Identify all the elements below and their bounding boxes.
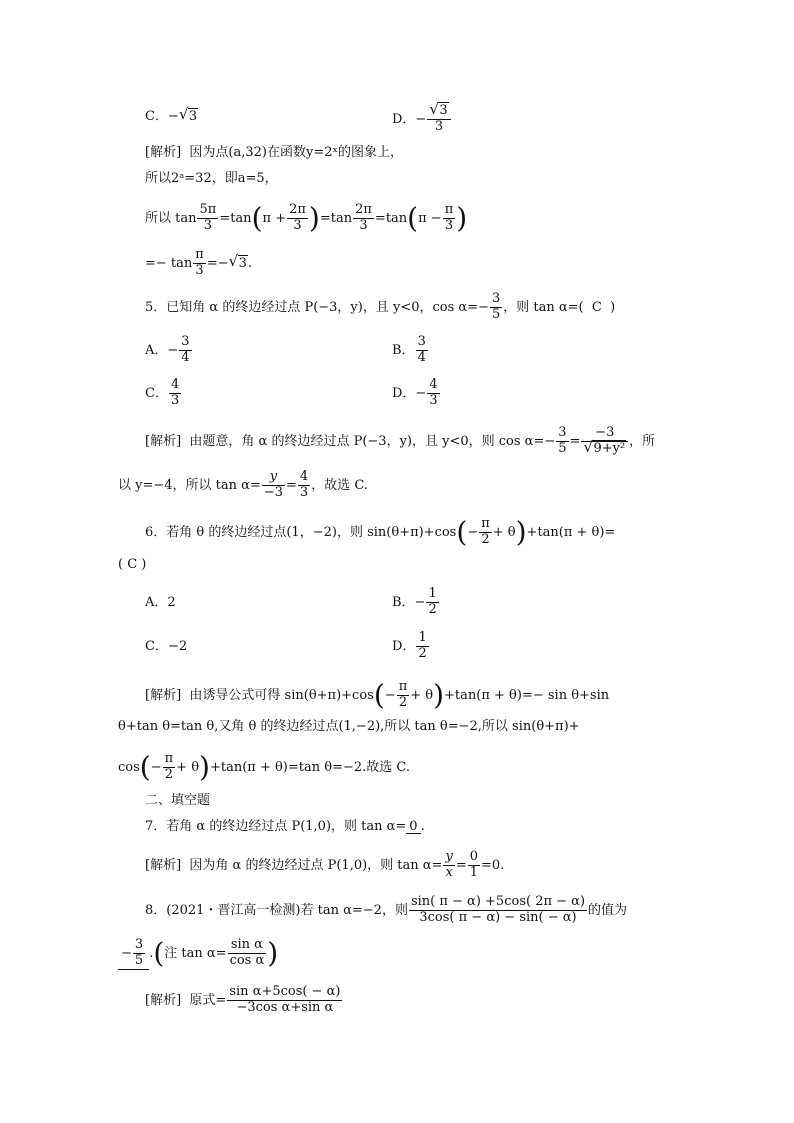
q5-stem	[145, 292, 615, 323]
text: 以 y=−4，所以 tan α=	[118, 477, 261, 493]
numerator: 4	[299, 469, 309, 484]
numerator: π	[164, 751, 174, 766]
numerator: 2π	[355, 202, 372, 217]
denominator: 3	[444, 217, 454, 233]
numerator: 3	[558, 425, 567, 440]
denominator: 1	[469, 864, 478, 880]
numerator: 3	[491, 291, 501, 306]
denominator: 3cos( π − α) − sin( − α)	[419, 909, 577, 925]
text: =− tan	[145, 255, 193, 271]
text: 6．若角 θ 的终边经过点(1，−2)，则 sin(θ+π)+cos	[145, 524, 457, 540]
q6-stem-line2	[118, 558, 146, 571]
denominator: 2	[398, 694, 408, 710]
text: .	[149, 945, 154, 961]
radicand: 3	[238, 255, 247, 271]
denominator: x	[445, 864, 453, 880]
numerator: 4	[429, 377, 438, 392]
text: 的值为	[588, 902, 628, 918]
q8-solution	[145, 985, 343, 1016]
denominator: cos α	[229, 952, 265, 968]
answer-blank: 0	[406, 820, 420, 834]
q6-solution-line1: [解析] 由诱导公式可得 sin(θ+π)+cos(− $\frac{\pi}{2}$ + θ)+tan(π + θ)=− sin θ+sin	[145, 678, 610, 712]
q6-solution-line3: cos(− $\frac{\pi}{2}$ + θ)+tan(π + θ)=tan θ=−2.故选 C.	[118, 750, 411, 784]
fraction	[468, 850, 480, 881]
numerator: 4	[170, 377, 180, 392]
numerator: sin( π − α) +5cos( 2π − α)	[410, 894, 586, 909]
numerator: π	[195, 247, 204, 262]
option-label: D．−	[392, 385, 427, 401]
option-label: C．−	[145, 109, 179, 124]
option-label: D．−	[392, 111, 427, 127]
section-heading	[145, 794, 210, 807]
radicand: 3	[439, 103, 448, 118]
solution-tag: [解析]	[145, 687, 182, 703]
numerator: sin α	[228, 938, 267, 954]
numerator: 5π	[199, 202, 217, 217]
fraction	[443, 203, 456, 234]
fraction	[262, 470, 285, 501]
option-c	[145, 105, 198, 124]
text: .	[420, 819, 425, 834]
text: cos	[118, 759, 140, 775]
solution-tag: [解析]	[145, 857, 182, 873]
option-label: C．	[145, 385, 168, 401]
text: + θ	[410, 687, 434, 703]
denominator: 2	[428, 601, 437, 617]
q7-stem	[145, 820, 425, 834]
fraction	[409, 895, 587, 926]
q8-stem	[145, 895, 627, 926]
option-label: C．−2	[145, 639, 188, 654]
text: + θ	[176, 759, 200, 775]
text: +tan(π + θ)=tan θ=−2.故选 C.	[209, 759, 411, 775]
q4-solution-line4	[145, 248, 252, 279]
numerator: 1	[418, 630, 427, 645]
denominator: 4	[181, 349, 190, 365]
radicand: 3	[188, 109, 198, 124]
heading-text: 二、填空题	[145, 793, 211, 808]
text: =	[286, 477, 297, 493]
solution-text: 因为点(a,32)在函数y=2ˣ的图象上，	[189, 145, 404, 160]
numerator: sin α+5cos( − α)	[229, 984, 341, 999]
q4-solution-line2	[145, 172, 278, 185]
fraction	[353, 203, 374, 234]
denominator: 5	[134, 952, 144, 968]
text: +tan(π + θ)=− sin θ+sin	[444, 687, 610, 703]
numerator: 3	[134, 937, 144, 952]
numerator: 3	[181, 334, 190, 349]
text: 原式=	[189, 992, 227, 1008]
q6-option-b	[392, 587, 440, 618]
text: π −	[418, 210, 442, 226]
q6-option-a	[145, 596, 176, 609]
text: ，故选 C.	[311, 477, 368, 493]
fraction	[479, 517, 492, 548]
denominator: 4	[417, 349, 426, 365]
text: + θ	[492, 524, 516, 540]
denominator: 3	[429, 392, 438, 408]
q6-stem-line1: 6．若角 θ 的终边经过点(1，−2)，则 sin(θ+π)+cos(− $\frac{\pi}{2}$ + θ)+tan(π + θ)=	[145, 515, 616, 549]
text: =tan	[374, 210, 408, 226]
denominator: −3cos α+sin α	[236, 999, 334, 1015]
numerator: −3	[581, 426, 628, 442]
fraction	[287, 203, 308, 234]
solution-tag: [解析]	[145, 992, 182, 1008]
fraction: −3 √ 9+y²	[581, 426, 628, 457]
option-label: B．−	[392, 594, 426, 610]
option-label: A．2	[145, 595, 176, 610]
fraction	[197, 203, 218, 234]
text: ，所	[629, 433, 656, 449]
text: −	[467, 524, 479, 540]
note-text: 注 tan α=	[164, 945, 227, 961]
text: +tan(π + θ)=	[526, 524, 616, 540]
solution-tag: [解析]	[145, 433, 182, 449]
fraction	[193, 248, 206, 279]
q6-solution-line2	[118, 720, 580, 733]
denominator: 3	[170, 392, 180, 408]
denominator: 3	[203, 217, 213, 233]
solution-text: 所以2ᵃ=32，即a=5，	[145, 171, 278, 186]
fraction	[298, 470, 310, 501]
radicand: 9+y²	[593, 440, 626, 456]
fraction	[426, 587, 438, 618]
solution-tag: [解析]	[145, 145, 182, 160]
option-label: B．	[392, 342, 415, 358]
q4-solution-line3: 所以 tan $\frac{5\pi}{3}$ =tan(π + $\frac{2\pi}{3}$ )=tan $\frac{2\pi}{3}$ =tan(π − $\frac{\pi}{3}$ )	[145, 201, 468, 235]
text: 所以 tan	[145, 210, 197, 226]
fraction	[228, 938, 267, 969]
denominator: 5	[491, 306, 501, 322]
numerator: π	[444, 202, 454, 217]
q6-option-d	[392, 631, 430, 662]
fraction	[490, 292, 502, 323]
q5-option-c	[145, 378, 182, 409]
denominator: 3	[293, 217, 302, 233]
text: )	[610, 299, 616, 315]
denominator: −3	[263, 484, 283, 500]
text: =	[569, 433, 581, 449]
answer: C	[591, 299, 602, 315]
answer-blank	[118, 938, 149, 970]
fraction	[397, 680, 410, 711]
q5-option-a	[145, 335, 193, 366]
q8-answer-line: − $\frac{3}{5}$ .(注 tan α= $\frac{\text{sin α}}{\text{cos α}}$ )	[118, 938, 278, 970]
option-label: D．	[392, 638, 416, 654]
q4-solution-line1	[145, 146, 403, 159]
fraction	[416, 335, 428, 366]
text: −	[384, 687, 396, 703]
numerator: 1	[428, 586, 437, 601]
option-label: A．−	[145, 342, 179, 358]
text: −	[150, 759, 162, 775]
text: =0.	[481, 857, 505, 873]
option-d	[392, 100, 452, 135]
q6-option-c	[145, 640, 187, 653]
q5-solution-line2	[118, 470, 368, 501]
text: =	[455, 857, 467, 873]
text: =tan	[319, 210, 353, 226]
text: =tan	[219, 210, 252, 226]
numerator: 3	[417, 334, 426, 349]
text: −	[121, 945, 132, 961]
denominator: 3	[359, 217, 368, 233]
fraction	[163, 752, 176, 783]
sqrt: √ 3	[178, 105, 198, 124]
text: π +	[262, 210, 287, 226]
numerator: π	[398, 679, 408, 694]
text: 7．若角 α 的终边经过点 P(1,0)，则 tan α=	[145, 819, 407, 834]
denominator: 3	[434, 118, 444, 134]
denominator: 2	[164, 766, 174, 782]
fraction: √ 3 3	[427, 104, 450, 135]
denominator: 3	[299, 484, 309, 500]
numerator: 2π	[289, 202, 306, 217]
denominator: 2	[418, 645, 427, 661]
numerator: y	[445, 849, 453, 864]
q5-option-d	[392, 378, 441, 409]
fraction	[179, 335, 191, 366]
numerator: y	[262, 470, 285, 486]
text: ，则 tan α=(	[503, 299, 584, 315]
q5-option-b	[392, 335, 429, 366]
text: θ+tan θ=tan θ,又角 θ 的终边经过点(1,−2),所以 tan θ=−2,所以 sin(θ+π)+	[118, 719, 580, 734]
fraction	[133, 938, 145, 969]
numerator: π	[481, 516, 490, 531]
numerator: 0	[469, 849, 478, 864]
q7-solution	[145, 850, 504, 881]
fraction	[443, 850, 454, 881]
text: 因为角 α 的终边经过点 P(1,0)，则 tan α=	[189, 857, 443, 873]
denominator: 3	[195, 262, 204, 278]
fraction	[427, 378, 439, 409]
fraction	[227, 985, 342, 1016]
sqrt: √ 3	[228, 251, 247, 271]
fraction	[169, 378, 181, 409]
fraction	[556, 426, 568, 457]
text: 由题意，角 α 的终边经过点 P(−3，y)，且 y<0，则 cos α=−	[189, 433, 556, 449]
text: 8．(2021・晋江高一检测)若 tan α=−2，则	[145, 902, 408, 918]
text: 由诱导公式可得 sin(θ+π)+cos	[189, 687, 374, 703]
text: .	[247, 255, 253, 271]
denominator: 5	[558, 440, 567, 456]
text: 5．已知角 α 的终边经过点 P(−3，y)，且 y<0，cos α=−	[145, 299, 489, 315]
answer: ( C )	[118, 557, 147, 572]
fraction	[416, 631, 428, 662]
text: =−	[206, 255, 229, 271]
q5-solution-line1	[145, 426, 655, 457]
denominator: 2	[481, 531, 490, 547]
